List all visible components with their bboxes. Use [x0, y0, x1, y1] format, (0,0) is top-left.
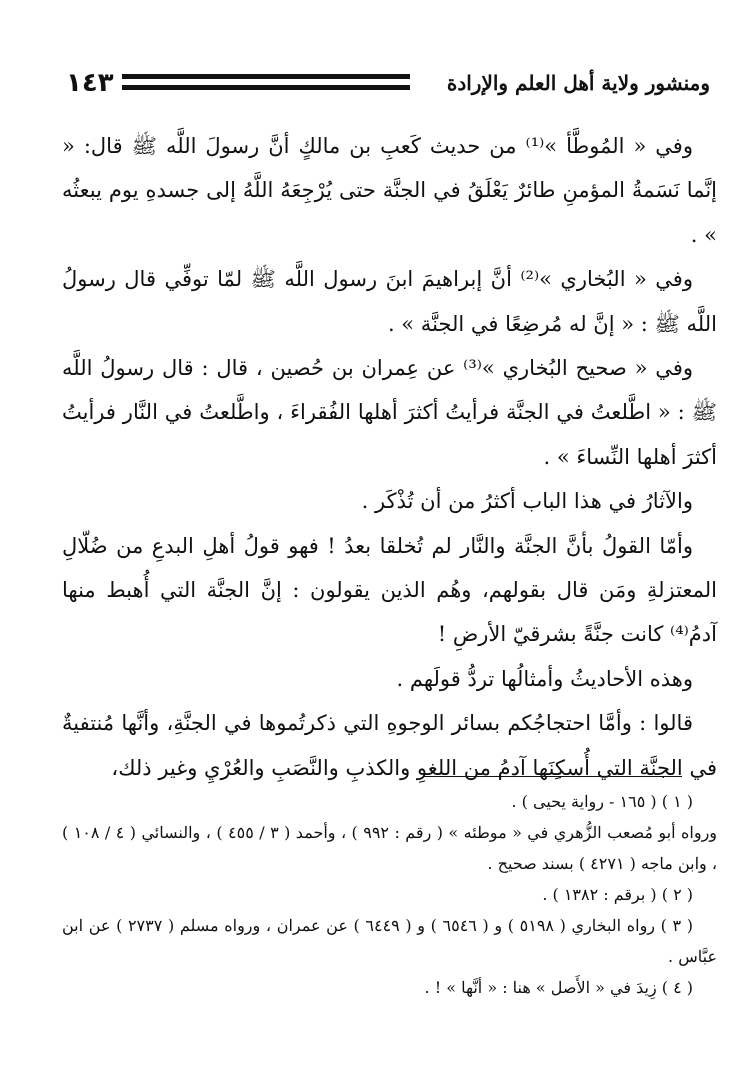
paragraph: والآثارُ في هذا الباب أكثرُ من أن تُذْكَر .: [361, 489, 693, 514]
footnote: ( ١ ) ( ١٦٥ - رواية يحيى ) .: [511, 792, 693, 811]
footnote-separator: [424, 776, 682, 777]
paragraph: وفي « صحيح البُخاري »⁽³⁾ عن عِمران بن حُصين ، قال : قال رسولُ اللَّه ﷺ : « اطَّلعتُ في الجنَّة فرأيتُ أكثرَ أهلها الفُقراءَ ، واطَّلعتُ في النَّار فرأيتُ أكثرَ أهلها النِّساءَ » .: [62, 356, 717, 469]
footnote: ورواه أبو مُصعب الزُّهري في « موطئه » ( رقم : ٩٩٢ ) ، وأحمد ( ٣ / ٤٥٥ ) ، والنسائي ( ٤ / ١٠٨ ) ، وابن ماجه ( ٤٢٧١ ) بسند صحيح .: [62, 823, 718, 873]
paragraph: قالوا : وأمَّا احتجاجُكم بسائر الوجوهِ التي ذكرتُموها في الجنَّةِ، وأنَّها مُنتفيةٌ في الجنَّة التي أُسكِنَها آدمُ من اللغوِ والكذبِ والنَّصَبِ والعُرْيِ وغير ذلك،: [62, 711, 717, 780]
page-header: [66, 64, 710, 102]
footnote: ( ٣ ) رواه البخاري ( ٥١٩٨ ) و ( ٦٥٤٦ ) و ( ٦٤٤٩ ) عن عمران ، ورواه مسلم ( ٢٧٣٧ ) عن ابن عبَّاس .: [62, 916, 717, 966]
paragraph: وهذه الأحاديثُ وأمثالُها تردُّ قولَهم .: [396, 666, 693, 691]
footnote: ( ٢ ) ( برقم : ١٣٨٢ ) .: [542, 885, 693, 904]
footnote: ( ٤ ) زِيدَ في « الأَصل » هنا : « أنَّها » ! .: [424, 978, 693, 997]
body-text: [62, 124, 717, 790]
paragraph: وأمّا القولُ بأنَّ الجنَّة والنَّار لم تُخلقا بعدُ ! فهو قولُ أهلِ البدعِ من ضُلّالِ المعتزلةِ ومَن قال بقولهم، وهُم الذين يقولون : إنَّ الجنَّة التي أُهبط منها آدمُ⁽⁴⁾ كانت جنَّةً بشرقيّ الأرضِ !: [62, 533, 717, 647]
page-number: ١٤٣: [66, 68, 114, 98]
running-title: ومنشور ولاية أهل العلم والإرادة: [446, 71, 710, 95]
paragraph: وفي « المُوطَّأ »⁽¹⁾ من حديث كَعبِ بن مالكٍ أنَّ رسولَ اللَّه ﷺ قال: « إنَّما نَسَمةُ المؤمنِ طائرٌ يَعْلَقُ في الجنَّة حتى يُرْجِعَهُ اللَّهُ إلى جسدهِ يوم يبعثُه » .: [62, 134, 717, 247]
paragraph: وفي « البُخاري »⁽²⁾ أنَّ إبراهيمَ ابنَ رسول اللَّه ﷺ لمّا توفِّي قال رسولُ اللَّه ﷺ : « إنَّ له مُرضِعًا في الجنَّة » .: [62, 267, 717, 336]
footnotes: [62, 786, 717, 1003]
header-double-rule: [122, 74, 410, 90]
